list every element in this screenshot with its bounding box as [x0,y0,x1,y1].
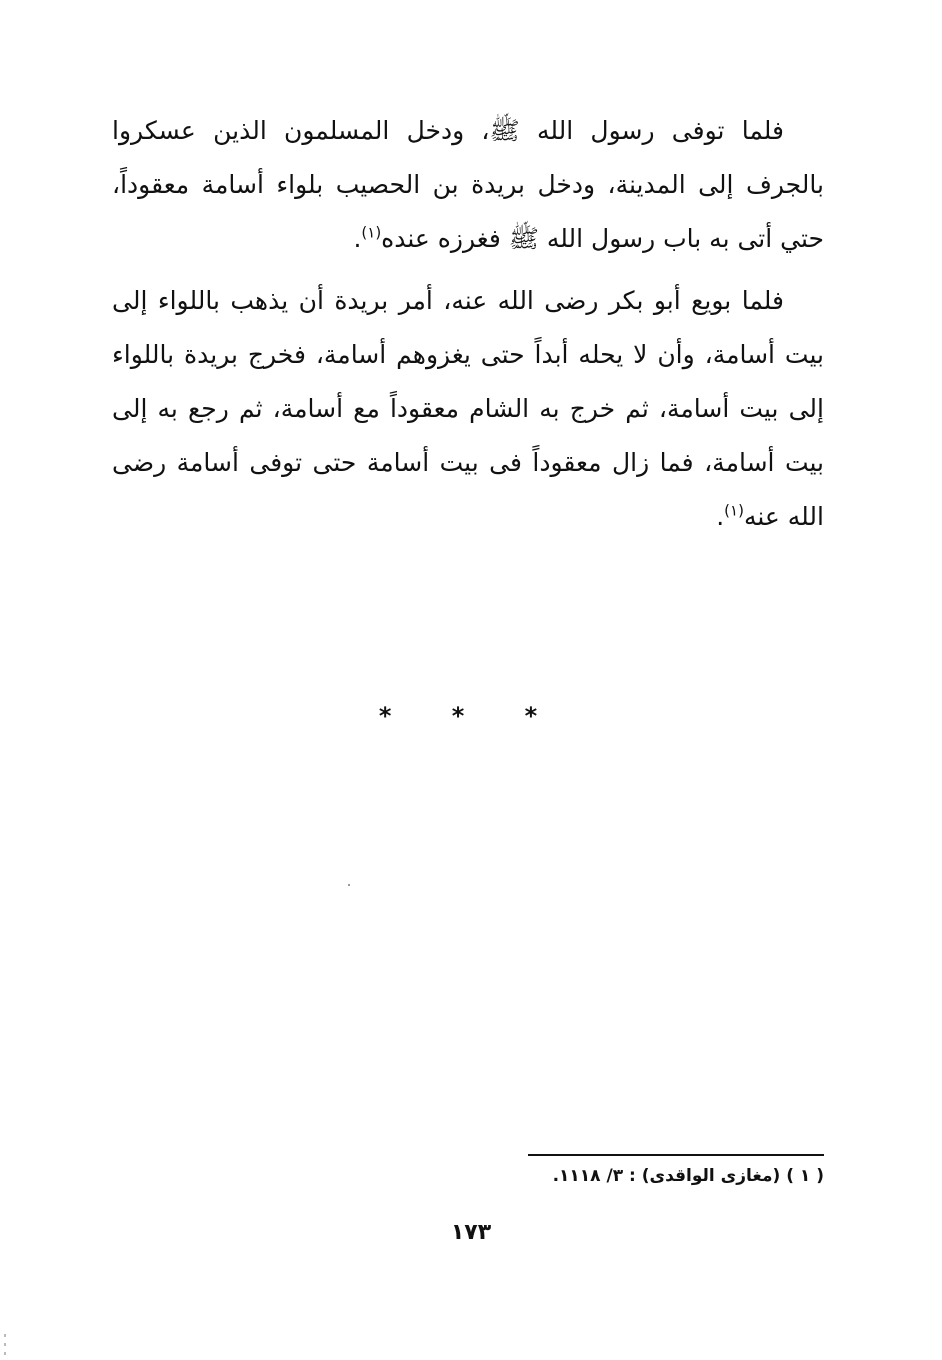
scan-margin-mark [4,1334,6,1337]
paragraph-1-end: . [353,224,362,253]
paragraph-1-text: فلما توفى رسول الله ﷺ، ودخل المسلمون الذين عسكروا بالجرف إلى المدينة، ودخل بريدة بن الحصيب بلواء أسامة معقوداً، حتي أتى به باب رسول الله ﷺ فغرزه عنده [112,116,824,253]
footnote-rule [528,1154,824,1156]
paragraph-1 [112,104,824,266]
paragraph-2-text: فلما بويع أبو بكر رضى الله عنه، أمر بريدة أن يذهب باللواء إلى بيت أسامة، وأن لا يحله أبداً حتى يغزوهم أسامة، فخرج بريدة باللواء إلى بيت أسامة، ثم خرج به الشام معقوداً مع أسامة، ثم رجع به إلى بيت أسامة، فما زال معقوداً فى بيت أسامة حتى توفى أسامة رضى الله عنه [112,286,824,531]
scan-margin-mark [4,1343,6,1346]
main-text [112,104,824,544]
footnote-ref-1: (١) [361,223,382,242]
paragraph-2 [112,274,824,544]
scan-speck [348,884,350,886]
page-number: ١٧٣ [450,1220,492,1245]
footnote-ref-2: (١) [724,501,744,520]
footnote: ( ١ ) (مغازى الواقدى) : ٣/ ١١١٨. [552,1166,824,1186]
paragraph-2-end: . [716,502,725,531]
scan-margin-mark [4,1352,6,1355]
section-separator: * * * [378,702,564,730]
